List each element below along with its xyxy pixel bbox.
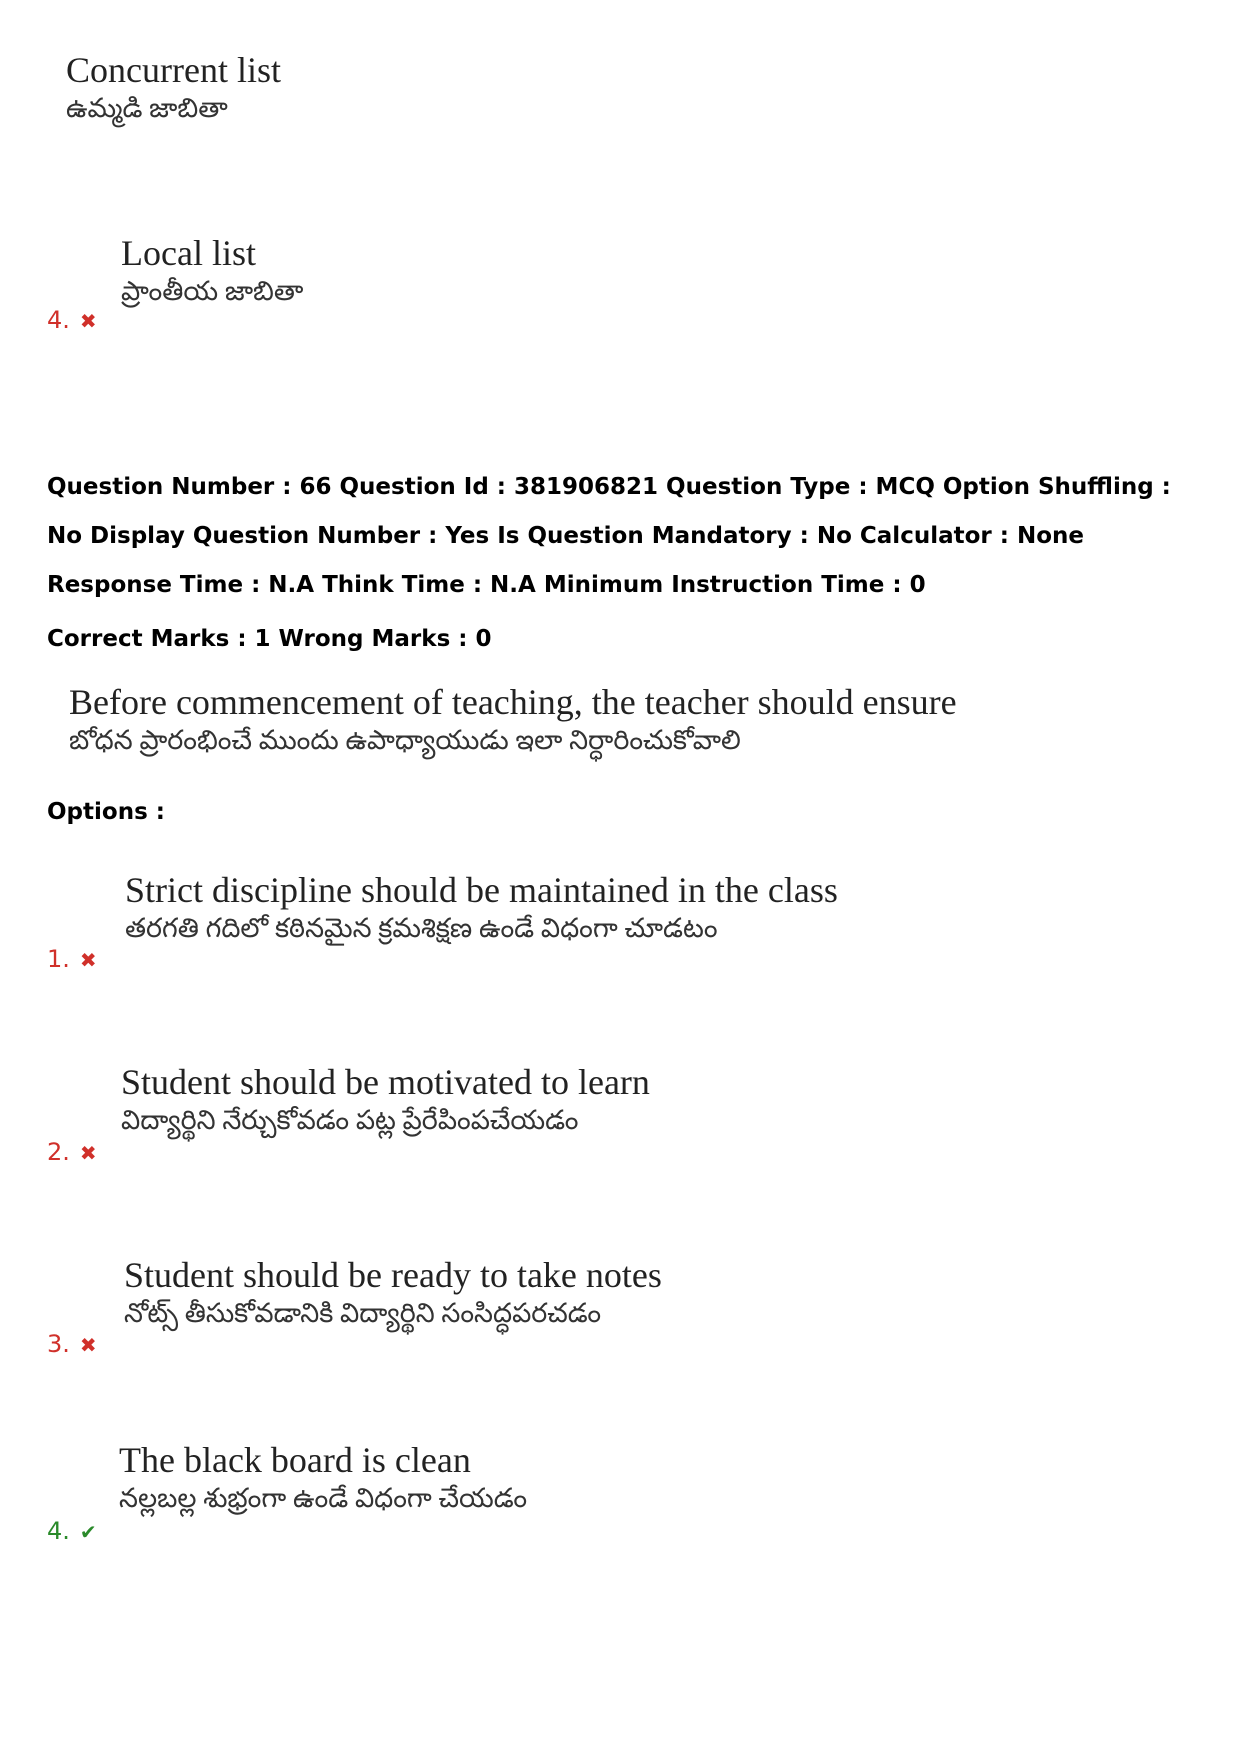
option-1-content (125, 870, 838, 946)
option-3-telugu: నోట్స్ తీసుకోవడానికి విద్యార్థిని సంసిద్ధపరచడం (124, 1298, 602, 1328)
option-2-english: Student should be motivated to learn (121, 1062, 650, 1102)
option-4-number: 4. ✔ (47, 1517, 97, 1545)
prev-option-4-content (121, 233, 303, 309)
option-3-english: Student should be ready to take notes (124, 1255, 662, 1295)
options-label: Options : (47, 799, 165, 825)
cross-icon: ✖ (79, 1141, 97, 1165)
question-marks: Correct Marks : 1 Wrong Marks : 0 (47, 626, 492, 652)
option-4-telugu: నల్లబల్ల శుభ్రంగా ఉండే విధంగా చేయడం (119, 1483, 528, 1513)
option-2-number: 2. ✖ (47, 1138, 97, 1166)
prev-option-3-telugu: ఉమ్మడి జాబితా (66, 93, 228, 123)
cross-icon: ✖ (79, 948, 97, 972)
option-3-number: 3. ✖ (47, 1330, 97, 1358)
prev-option-4-telugu: ప్రాంతీయ జాబితా (121, 276, 304, 306)
question-text-english: Before commencement of teaching, the teacher should ensure (69, 682, 957, 722)
check-icon: ✔ (79, 1520, 97, 1544)
option-1-english: Strict discipline should be maintained in the class (125, 870, 838, 910)
cross-icon: ✖ (79, 309, 97, 333)
question-info: Question Number : 66 Question Id : 381906821 Question Type : MCQ Option Shuffling : No Display Question Number : Yes Is Question Mandatory : No Calculator : None Response Time : N.A Think Time : N.A Minimum Instruction Time : 0 (47, 474, 1171, 598)
option-1-number: 1. ✖ (47, 945, 97, 973)
prev-option-3-content (66, 50, 281, 126)
option-3-content (124, 1255, 662, 1331)
prev-option-3-english: Concurrent list (66, 50, 281, 90)
cross-icon: ✖ (79, 1333, 97, 1357)
prev-option-4-number: 4. ✖ (47, 306, 97, 334)
option-4-english: The black board is clean (119, 1440, 471, 1480)
option-2-content (121, 1062, 650, 1138)
option-1-telugu: తరగతి గదిలో కఠినమైన క్రమశిక్షణ ఉండే విధంగా చూడటం (125, 913, 718, 943)
option-2-telugu: విద్యార్థిని నేర్చుకోవడం పట్ల ప్రేరేపింపచేయడం (121, 1105, 579, 1135)
option-4-content (119, 1440, 527, 1516)
question-text-telugu: బోధన ప్రారంభించే ముందు ఉపాధ్యాయుడు ఇలా నిర్ధారించుకోవాలి (69, 725, 741, 755)
question-text (69, 682, 957, 758)
prev-option-4-english: Local list (121, 233, 256, 273)
